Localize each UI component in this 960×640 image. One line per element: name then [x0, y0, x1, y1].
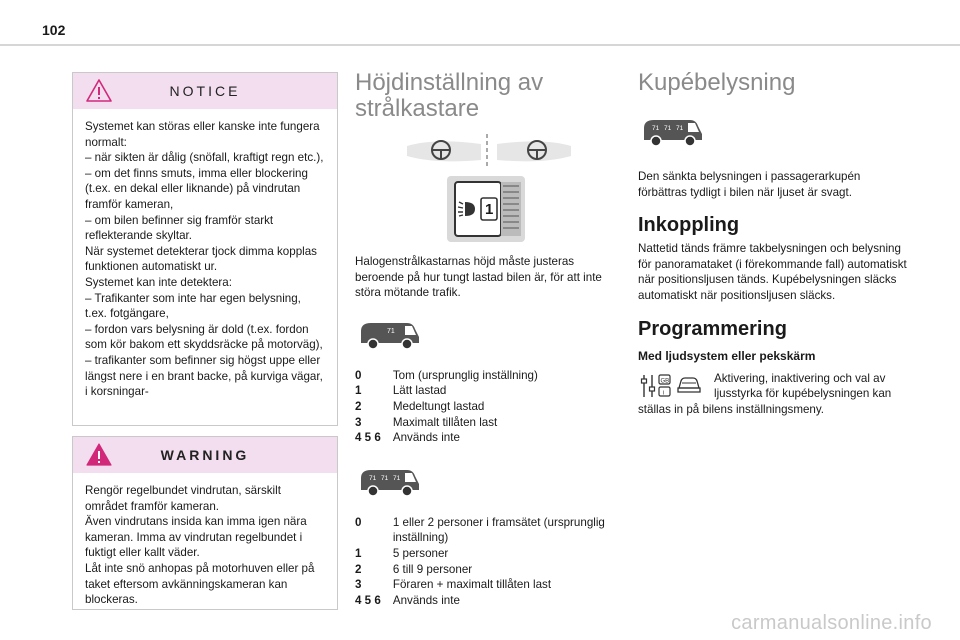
table-row [355, 383, 623, 399]
van-icon-interior [640, 116, 908, 153]
steering-wheel-left-icon [405, 136, 483, 171]
headlamp-section [355, 70, 623, 608]
headlamp-title: Höjdinställning av strålkastare [355, 69, 544, 122]
programmering-text-2: ljusstyrka för kupébelysningen kan [714, 387, 892, 401]
row-key: 2 [355, 562, 362, 576]
warning-line: Låt inte snö anhopas på motorhuven eller på taket eftersom avkänningskameran kan blockeras. [85, 561, 315, 607]
row-key: 3 [355, 578, 362, 592]
interior-lighting-section [638, 70, 908, 417]
footer-watermark: carmanualsonline.info [731, 612, 932, 634]
notice-line: Systemet kan inte detektera: [85, 275, 232, 289]
svg-text:i: i [663, 390, 665, 397]
headlamp-adjust-dial-icon [445, 172, 527, 251]
minibus-load-table [355, 515, 623, 609]
table-row [355, 562, 623, 578]
row-key: 4 5 6 [355, 431, 381, 445]
programmering-text-3: ställas in på bilens inställningsmeny. [638, 402, 825, 416]
row-value: 1 eller 2 personer i framsätet (ursprunglig inställning) [392, 515, 605, 545]
row-value: 6 till 9 personer [392, 562, 473, 576]
row-value: 5 personer [392, 546, 449, 560]
row-key: 2 [355, 399, 362, 413]
row-key: 3 [355, 415, 362, 429]
warning-title: WARNING [160, 447, 250, 463]
table-row [355, 593, 623, 609]
warning-line: Rengör regelbundet vindrutan, särskilt området framför kameran. [85, 484, 281, 513]
headlamp-illustration [355, 134, 623, 250]
notice-line: – trafikanter som befinner sig högst uppe eller längst nere i en brant backe, på kurviga vägar, i korsningar- [85, 353, 323, 399]
settings-sliders-icon [640, 373, 672, 404]
page-number: 102 [42, 22, 66, 38]
notice-line: – om bilen befinner sig framför starkt reflekterande skyltar. [85, 213, 274, 243]
svg-text:71: 71 [652, 125, 660, 132]
programmering-heading: Programmering [638, 317, 787, 340]
notice-line: Systemet kan störas eller kanske inte fungera normalt: [85, 120, 320, 149]
programmering-block [638, 371, 908, 418]
notice-line: – om det finns smuts, imma eller blockering (t.ex. en dekal eller liknande) på vindrutan framför kameran, [85, 166, 308, 211]
table-row [355, 399, 623, 415]
row-value: Används inte [392, 431, 460, 445]
notice-line: – fordon vars belysning är dold (t.ex. fordon som kör bakom ett skyddsräcke på motorväg), [85, 322, 323, 352]
programmering-text-1: Aktivering, inaktivering och val av [714, 371, 886, 385]
car-outline-icon [676, 375, 702, 400]
row-key: 1 [355, 546, 362, 560]
van-load-table [355, 368, 623, 446]
svg-text:71: 71 [381, 474, 389, 482]
notice-box [72, 72, 338, 426]
notice-line: – Trafikanter som inte har egen belysning, t.ex. fotgängare, [85, 291, 301, 321]
row-value: Lätt lastad [392, 384, 447, 398]
notice-title: NOTICE [169, 83, 241, 99]
interior-title: Kupébelysning [638, 69, 796, 96]
table-row [355, 430, 623, 446]
notice-header [73, 73, 337, 109]
divider-dash [486, 134, 488, 168]
interior-intro: Den sänkta belysningen i passagerarkupén förbättras tydligt i bilen när ljuset är svagt. [638, 170, 861, 199]
row-value: Maximalt tillåten last [392, 415, 498, 429]
steering-wheel-right-icon [495, 136, 573, 171]
warning-triangle-icon [85, 442, 113, 473]
table-row [355, 415, 623, 431]
svg-text:71: 71 [676, 125, 684, 132]
warning-box [72, 436, 338, 610]
row-value: Medeltungt lastad [392, 399, 485, 413]
programmering-subtitle: Med ljudsystem eller pekskärm [638, 348, 816, 363]
minibus-icon [357, 466, 623, 503]
table-row [355, 368, 623, 384]
svg-text:71: 71 [393, 474, 401, 482]
svg-text:71: 71 [664, 125, 672, 132]
inkoppling-text: Nattetid tänds främre takbelysningen och belysning för panoramataket (i förekommande fall) automatiskt när positionsljusen tänds. Kupébelysningen släcks automatiskt när positionsljusen släcks. [638, 242, 907, 302]
warning-line: Även vindrutans insida kan imma igen nära kameran. Imma av vindrutan regelbundet i fuktigt eller kallt väder. [85, 515, 307, 560]
table-row [355, 577, 623, 593]
headlamp-intro: Halogenstrålkastarnas höjd måste justeras beroende på hur tungt lastad bilen är, för att inte störa mötande trafik. [355, 255, 602, 300]
table-row [355, 546, 623, 562]
row-key: 0 [355, 515, 362, 529]
van-icon [357, 319, 623, 356]
svg-text:71: 71 [387, 327, 395, 335]
row-key: 4 5 6 [355, 593, 381, 607]
header-divider [0, 44, 960, 46]
row-value: Används inte [392, 593, 460, 607]
table-row [355, 515, 623, 546]
inkoppling-heading: Inkoppling [638, 214, 740, 237]
row-value: Tom (ursprunglig inställning) [392, 368, 538, 382]
dial-label: 1 [485, 201, 494, 218]
notice-line: – när sikten är dålig (snöfall, kraftigt regn etc.), [85, 151, 324, 165]
notice-line: När systemet detekterar tjock dimma kopplas funktionen automatiskt ur. [85, 244, 317, 274]
warning-body [73, 473, 337, 618]
row-value: Föraren + maximalt tillåten last [392, 578, 552, 592]
notice-body [73, 109, 337, 410]
warning-header [73, 437, 337, 473]
row-key: 0 [355, 368, 362, 382]
svg-text:GB: GB [660, 378, 670, 385]
svg-text:71: 71 [369, 474, 377, 482]
row-key: 1 [355, 384, 362, 398]
caution-triangle-icon [85, 78, 113, 109]
